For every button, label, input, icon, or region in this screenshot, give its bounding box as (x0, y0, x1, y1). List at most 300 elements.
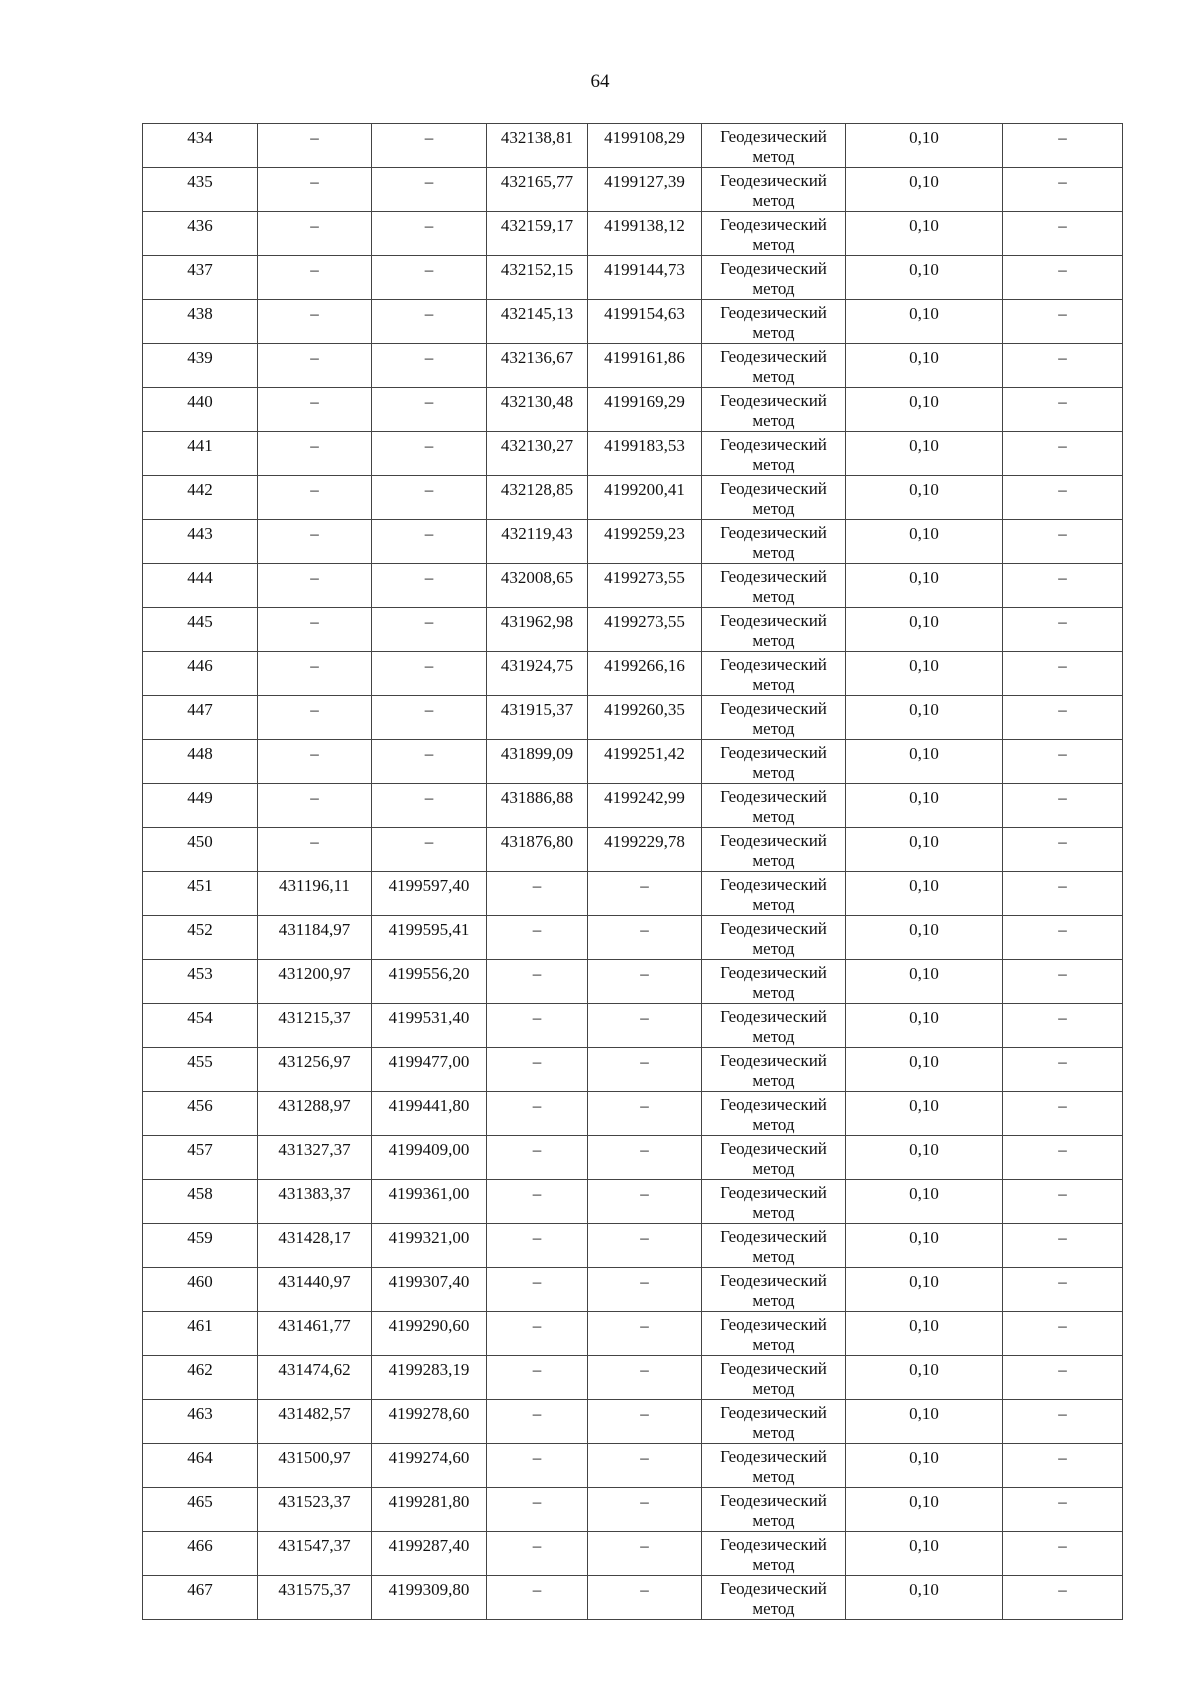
point-number-cell: 450 (143, 828, 258, 872)
table-row (143, 1488, 1123, 1532)
new-y-cell: – (588, 1444, 702, 1488)
method-line: Геодезический (720, 1007, 827, 1026)
point-number-cell: 442 (143, 476, 258, 520)
new-x-cell: 431924,75 (487, 652, 588, 696)
new-x-cell: – (487, 1576, 588, 1620)
old-x-cell: 431327,37 (258, 1136, 372, 1180)
method-cell (702, 784, 846, 828)
method-line: метод (752, 1335, 795, 1354)
table-row (143, 256, 1123, 300)
method-line: метод (752, 1423, 795, 1442)
accuracy-cell: 0,10 (846, 1004, 1003, 1048)
new-x-cell: 432145,13 (487, 300, 588, 344)
table-row (143, 1048, 1123, 1092)
new-x-cell: 431876,80 (487, 828, 588, 872)
description-cell: – (1003, 696, 1123, 740)
method-line: метод (752, 191, 795, 210)
point-number-cell: 466 (143, 1532, 258, 1576)
method-line: Геодезический (720, 831, 827, 850)
new-x-cell: – (487, 1004, 588, 1048)
method-line: Геодезический (720, 1183, 827, 1202)
table-row (143, 388, 1123, 432)
old-y-cell: 4199321,00 (372, 1224, 487, 1268)
new-x-cell: 432008,65 (487, 564, 588, 608)
old-x-cell: – (258, 212, 372, 256)
accuracy-cell: 0,10 (846, 828, 1003, 872)
description-cell: – (1003, 1400, 1123, 1444)
table-row (143, 1356, 1123, 1400)
old-y-cell: 4199441,80 (372, 1092, 487, 1136)
old-x-cell: 431474,62 (258, 1356, 372, 1400)
method-line: метод (752, 411, 795, 430)
accuracy-cell: 0,10 (846, 960, 1003, 1004)
accuracy-cell: 0,10 (846, 1444, 1003, 1488)
table-row (143, 124, 1123, 168)
new-y-cell: – (588, 1488, 702, 1532)
method-cell (702, 696, 846, 740)
method-line: метод (752, 1115, 795, 1134)
new-x-cell: 432159,17 (487, 212, 588, 256)
method-line: метод (752, 323, 795, 342)
new-y-cell: 4199242,99 (588, 784, 702, 828)
new-x-cell: – (487, 1136, 588, 1180)
new-y-cell: 4199229,78 (588, 828, 702, 872)
table-row (143, 476, 1123, 520)
new-y-cell: 4199154,63 (588, 300, 702, 344)
description-cell: – (1003, 740, 1123, 784)
accuracy-cell: 0,10 (846, 476, 1003, 520)
new-y-cell: 4199127,39 (588, 168, 702, 212)
description-cell: – (1003, 1136, 1123, 1180)
old-y-cell: 4199361,00 (372, 1180, 487, 1224)
new-y-cell: 4199161,86 (588, 344, 702, 388)
point-number-cell: 458 (143, 1180, 258, 1224)
old-y-cell: 4199409,00 (372, 1136, 487, 1180)
table-row (143, 1532, 1123, 1576)
new-y-cell: – (588, 1532, 702, 1576)
description-cell: – (1003, 256, 1123, 300)
accuracy-cell: 0,10 (846, 916, 1003, 960)
method-line: Геодезический (720, 1359, 827, 1378)
old-y-cell: – (372, 828, 487, 872)
new-y-cell: – (588, 1224, 702, 1268)
method-cell (702, 388, 846, 432)
method-cell (702, 1224, 846, 1268)
method-line: метод (752, 851, 795, 870)
table-row (143, 344, 1123, 388)
point-number-cell: 462 (143, 1356, 258, 1400)
method-line: метод (752, 455, 795, 474)
old-y-cell: – (372, 608, 487, 652)
point-number-cell: 440 (143, 388, 258, 432)
new-y-cell: – (588, 1268, 702, 1312)
table-row (143, 1312, 1123, 1356)
method-line: Геодезический (720, 1315, 827, 1334)
method-line: Геодезический (720, 1579, 827, 1598)
new-y-cell: – (588, 1400, 702, 1444)
method-cell (702, 212, 846, 256)
point-number-cell: 463 (143, 1400, 258, 1444)
new-y-cell: 4199144,73 (588, 256, 702, 300)
method-line: Геодезический (720, 215, 827, 234)
table-row (143, 564, 1123, 608)
method-line: метод (752, 367, 795, 386)
description-cell: – (1003, 872, 1123, 916)
method-line: метод (752, 543, 795, 562)
table-row (143, 1400, 1123, 1444)
old-y-cell: – (372, 696, 487, 740)
table-row (143, 608, 1123, 652)
table-row (143, 916, 1123, 960)
accuracy-cell: 0,10 (846, 696, 1003, 740)
old-x-cell: 431215,37 (258, 1004, 372, 1048)
method-line: метод (752, 675, 795, 694)
table-row (143, 1444, 1123, 1488)
method-cell (702, 1488, 846, 1532)
new-x-cell: 432136,67 (487, 344, 588, 388)
old-x-cell: – (258, 256, 372, 300)
old-x-cell: 431523,37 (258, 1488, 372, 1532)
new-y-cell: – (588, 1004, 702, 1048)
description-cell: – (1003, 212, 1123, 256)
method-line: метод (752, 587, 795, 606)
old-x-cell: 431184,97 (258, 916, 372, 960)
method-cell (702, 608, 846, 652)
method-cell (702, 960, 846, 1004)
table-row (143, 652, 1123, 696)
old-y-cell: 4199531,40 (372, 1004, 487, 1048)
new-x-cell: 431899,09 (487, 740, 588, 784)
point-number-cell: 446 (143, 652, 258, 696)
point-number-cell: 448 (143, 740, 258, 784)
description-cell: – (1003, 476, 1123, 520)
old-x-cell: – (258, 696, 372, 740)
old-y-cell: – (372, 476, 487, 520)
description-cell: – (1003, 1092, 1123, 1136)
method-line: Геодезический (720, 743, 827, 762)
description-cell: – (1003, 784, 1123, 828)
old-x-cell: – (258, 432, 372, 476)
new-y-cell: 4199200,41 (588, 476, 702, 520)
method-line: метод (752, 1511, 795, 1530)
description-cell: – (1003, 960, 1123, 1004)
method-line: Геодезический (720, 567, 827, 586)
point-number-cell: 465 (143, 1488, 258, 1532)
method-cell (702, 520, 846, 564)
new-y-cell: 4199169,29 (588, 388, 702, 432)
point-number-cell: 434 (143, 124, 258, 168)
accuracy-cell: 0,10 (846, 1400, 1003, 1444)
method-line: метод (752, 499, 795, 518)
new-y-cell: 4199273,55 (588, 564, 702, 608)
old-x-cell: – (258, 564, 372, 608)
method-line: метод (752, 895, 795, 914)
method-line: Геодезический (720, 523, 827, 542)
method-line: метод (752, 1379, 795, 1398)
new-y-cell: – (588, 1048, 702, 1092)
method-line: Геодезический (720, 1051, 827, 1070)
new-x-cell: 431915,37 (487, 696, 588, 740)
description-cell: – (1003, 652, 1123, 696)
new-x-cell: – (487, 916, 588, 960)
old-x-cell: 431500,97 (258, 1444, 372, 1488)
method-line: метод (752, 807, 795, 826)
new-x-cell: – (487, 872, 588, 916)
accuracy-cell: 0,10 (846, 784, 1003, 828)
method-cell (702, 1444, 846, 1488)
old-y-cell: – (372, 784, 487, 828)
method-cell (702, 652, 846, 696)
old-y-cell: – (372, 344, 487, 388)
old-y-cell: – (372, 256, 487, 300)
old-y-cell: 4199597,40 (372, 872, 487, 916)
table-row (143, 300, 1123, 344)
description-cell: – (1003, 124, 1123, 168)
old-x-cell: – (258, 344, 372, 388)
new-x-cell: – (487, 1532, 588, 1576)
new-x-cell: – (487, 1224, 588, 1268)
old-y-cell: – (372, 168, 487, 212)
accuracy-cell: 0,10 (846, 1532, 1003, 1576)
method-line: метод (752, 1247, 795, 1266)
table-row (143, 872, 1123, 916)
old-y-cell: – (372, 520, 487, 564)
method-line: метод (752, 1599, 795, 1618)
table-row (143, 740, 1123, 784)
point-number-cell: 461 (143, 1312, 258, 1356)
new-x-cell: 431886,88 (487, 784, 588, 828)
point-number-cell: 437 (143, 256, 258, 300)
point-number-cell: 444 (143, 564, 258, 608)
new-x-cell: – (487, 1312, 588, 1356)
accuracy-cell: 0,10 (846, 740, 1003, 784)
point-number-cell: 456 (143, 1092, 258, 1136)
table-row (143, 1224, 1123, 1268)
method-line: Геодезический (720, 1227, 827, 1246)
description-cell: – (1003, 916, 1123, 960)
point-number-cell: 464 (143, 1444, 258, 1488)
method-line: Геодезический (720, 787, 827, 806)
description-cell: – (1003, 344, 1123, 388)
method-line: метод (752, 719, 795, 738)
new-x-cell: 432130,48 (487, 388, 588, 432)
accuracy-cell: 0,10 (846, 652, 1003, 696)
page-number: 64 (590, 71, 610, 92)
method-cell (702, 300, 846, 344)
description-cell: – (1003, 1444, 1123, 1488)
description-cell: – (1003, 300, 1123, 344)
old-y-cell: – (372, 740, 487, 784)
description-cell: – (1003, 168, 1123, 212)
old-x-cell: 431428,17 (258, 1224, 372, 1268)
method-line: Геодезический (720, 435, 827, 454)
old-x-cell: – (258, 168, 372, 212)
method-line: Геодезический (720, 655, 827, 674)
method-cell (702, 828, 846, 872)
old-y-cell: – (372, 212, 487, 256)
new-y-cell: – (588, 1312, 702, 1356)
description-cell: – (1003, 1488, 1123, 1532)
new-x-cell: 432138,81 (487, 124, 588, 168)
method-cell (702, 872, 846, 916)
accuracy-cell: 0,10 (846, 432, 1003, 476)
table-row (143, 168, 1123, 212)
new-x-cell: – (487, 1268, 588, 1312)
old-y-cell: 4199283,19 (372, 1356, 487, 1400)
new-x-cell: – (487, 1488, 588, 1532)
method-cell (702, 1356, 846, 1400)
point-number-cell: 455 (143, 1048, 258, 1092)
table-row (143, 1180, 1123, 1224)
new-y-cell: – (588, 1180, 702, 1224)
description-cell: – (1003, 1356, 1123, 1400)
method-line: Геодезический (720, 171, 827, 190)
table-row (143, 696, 1123, 740)
old-x-cell: – (258, 608, 372, 652)
table-row (143, 432, 1123, 476)
point-number-cell: 441 (143, 432, 258, 476)
description-cell: – (1003, 1312, 1123, 1356)
method-line: метод (752, 235, 795, 254)
old-y-cell: 4199309,80 (372, 1576, 487, 1620)
old-x-cell: 431196,11 (258, 872, 372, 916)
old-y-cell: – (372, 124, 487, 168)
description-cell: – (1003, 1268, 1123, 1312)
method-line: Геодезический (720, 1491, 827, 1510)
new-y-cell: 4199108,29 (588, 124, 702, 168)
point-number-cell: 438 (143, 300, 258, 344)
description-cell: – (1003, 1532, 1123, 1576)
new-x-cell: 432165,77 (487, 168, 588, 212)
method-cell (702, 1180, 846, 1224)
table-row (143, 960, 1123, 1004)
method-line: метод (752, 939, 795, 958)
new-y-cell: – (588, 1136, 702, 1180)
accuracy-cell: 0,10 (846, 520, 1003, 564)
method-line: Геодезический (720, 1095, 827, 1114)
table-row (143, 784, 1123, 828)
point-number-cell: 436 (143, 212, 258, 256)
point-number-cell: 457 (143, 1136, 258, 1180)
old-y-cell: 4199290,60 (372, 1312, 487, 1356)
accuracy-cell: 0,10 (846, 872, 1003, 916)
method-line: метод (752, 763, 795, 782)
accuracy-cell: 0,10 (846, 1312, 1003, 1356)
old-x-cell: 431482,57 (258, 1400, 372, 1444)
new-x-cell: – (487, 1048, 588, 1092)
point-number-cell: 449 (143, 784, 258, 828)
method-line: Геодезический (720, 963, 827, 982)
point-number-cell: 452 (143, 916, 258, 960)
new-y-cell: 4199138,12 (588, 212, 702, 256)
new-y-cell: 4199183,53 (588, 432, 702, 476)
method-cell (702, 476, 846, 520)
old-y-cell: 4199477,00 (372, 1048, 487, 1092)
table-row (143, 1092, 1123, 1136)
method-cell (702, 1532, 846, 1576)
accuracy-cell: 0,10 (846, 1224, 1003, 1268)
accuracy-cell: 0,10 (846, 1092, 1003, 1136)
method-cell (702, 1136, 846, 1180)
new-y-cell: 4199251,42 (588, 740, 702, 784)
point-number-cell: 439 (143, 344, 258, 388)
method-line: Геодезический (720, 1271, 827, 1290)
old-y-cell: 4199287,40 (372, 1532, 487, 1576)
method-line: Геодезический (720, 1403, 827, 1422)
accuracy-cell: 0,10 (846, 1136, 1003, 1180)
method-cell (702, 1268, 846, 1312)
old-x-cell: – (258, 740, 372, 784)
new-x-cell: 431962,98 (487, 608, 588, 652)
method-line: метод (752, 279, 795, 298)
old-y-cell: 4199281,80 (372, 1488, 487, 1532)
method-cell (702, 256, 846, 300)
method-line: метод (752, 1159, 795, 1178)
accuracy-cell: 0,10 (846, 256, 1003, 300)
old-x-cell: – (258, 784, 372, 828)
accuracy-cell: 0,10 (846, 608, 1003, 652)
method-line: метод (752, 1203, 795, 1222)
new-x-cell: – (487, 1356, 588, 1400)
method-cell (702, 344, 846, 388)
old-x-cell: – (258, 300, 372, 344)
method-line: метод (752, 1555, 795, 1574)
new-y-cell: – (588, 1356, 702, 1400)
old-x-cell: 431383,37 (258, 1180, 372, 1224)
new-y-cell: – (588, 872, 702, 916)
old-y-cell: – (372, 564, 487, 608)
table-row (143, 1004, 1123, 1048)
point-number-cell: 451 (143, 872, 258, 916)
description-cell: – (1003, 388, 1123, 432)
old-y-cell: 4199278,60 (372, 1400, 487, 1444)
description-cell: – (1003, 520, 1123, 564)
method-cell (702, 916, 846, 960)
method-cell (702, 1004, 846, 1048)
coordinates-table (142, 123, 1123, 1620)
method-line: Геодезический (720, 919, 827, 938)
new-y-cell: – (588, 1092, 702, 1136)
new-x-cell: 432130,27 (487, 432, 588, 476)
accuracy-cell: 0,10 (846, 564, 1003, 608)
accuracy-cell: 0,10 (846, 1488, 1003, 1532)
method-cell (702, 1576, 846, 1620)
old-y-cell: 4199274,60 (372, 1444, 487, 1488)
method-cell (702, 1400, 846, 1444)
old-y-cell: – (372, 432, 487, 476)
method-line: метод (752, 1027, 795, 1046)
table-row (143, 828, 1123, 872)
old-x-cell: – (258, 388, 372, 432)
method-line: Геодезический (720, 391, 827, 410)
description-cell: – (1003, 608, 1123, 652)
accuracy-cell: 0,10 (846, 344, 1003, 388)
accuracy-cell: 0,10 (846, 1576, 1003, 1620)
accuracy-cell: 0,10 (846, 1048, 1003, 1092)
method-line: Геодезический (720, 127, 827, 146)
description-cell: – (1003, 432, 1123, 476)
method-cell (702, 168, 846, 212)
old-x-cell: 431547,37 (258, 1532, 372, 1576)
accuracy-cell: 0,10 (846, 168, 1003, 212)
new-y-cell: 4199273,55 (588, 608, 702, 652)
accuracy-cell: 0,10 (846, 388, 1003, 432)
table-row (143, 212, 1123, 256)
old-y-cell: – (372, 652, 487, 696)
new-x-cell: 432119,43 (487, 520, 588, 564)
point-number-cell: 443 (143, 520, 258, 564)
new-x-cell: – (487, 960, 588, 1004)
